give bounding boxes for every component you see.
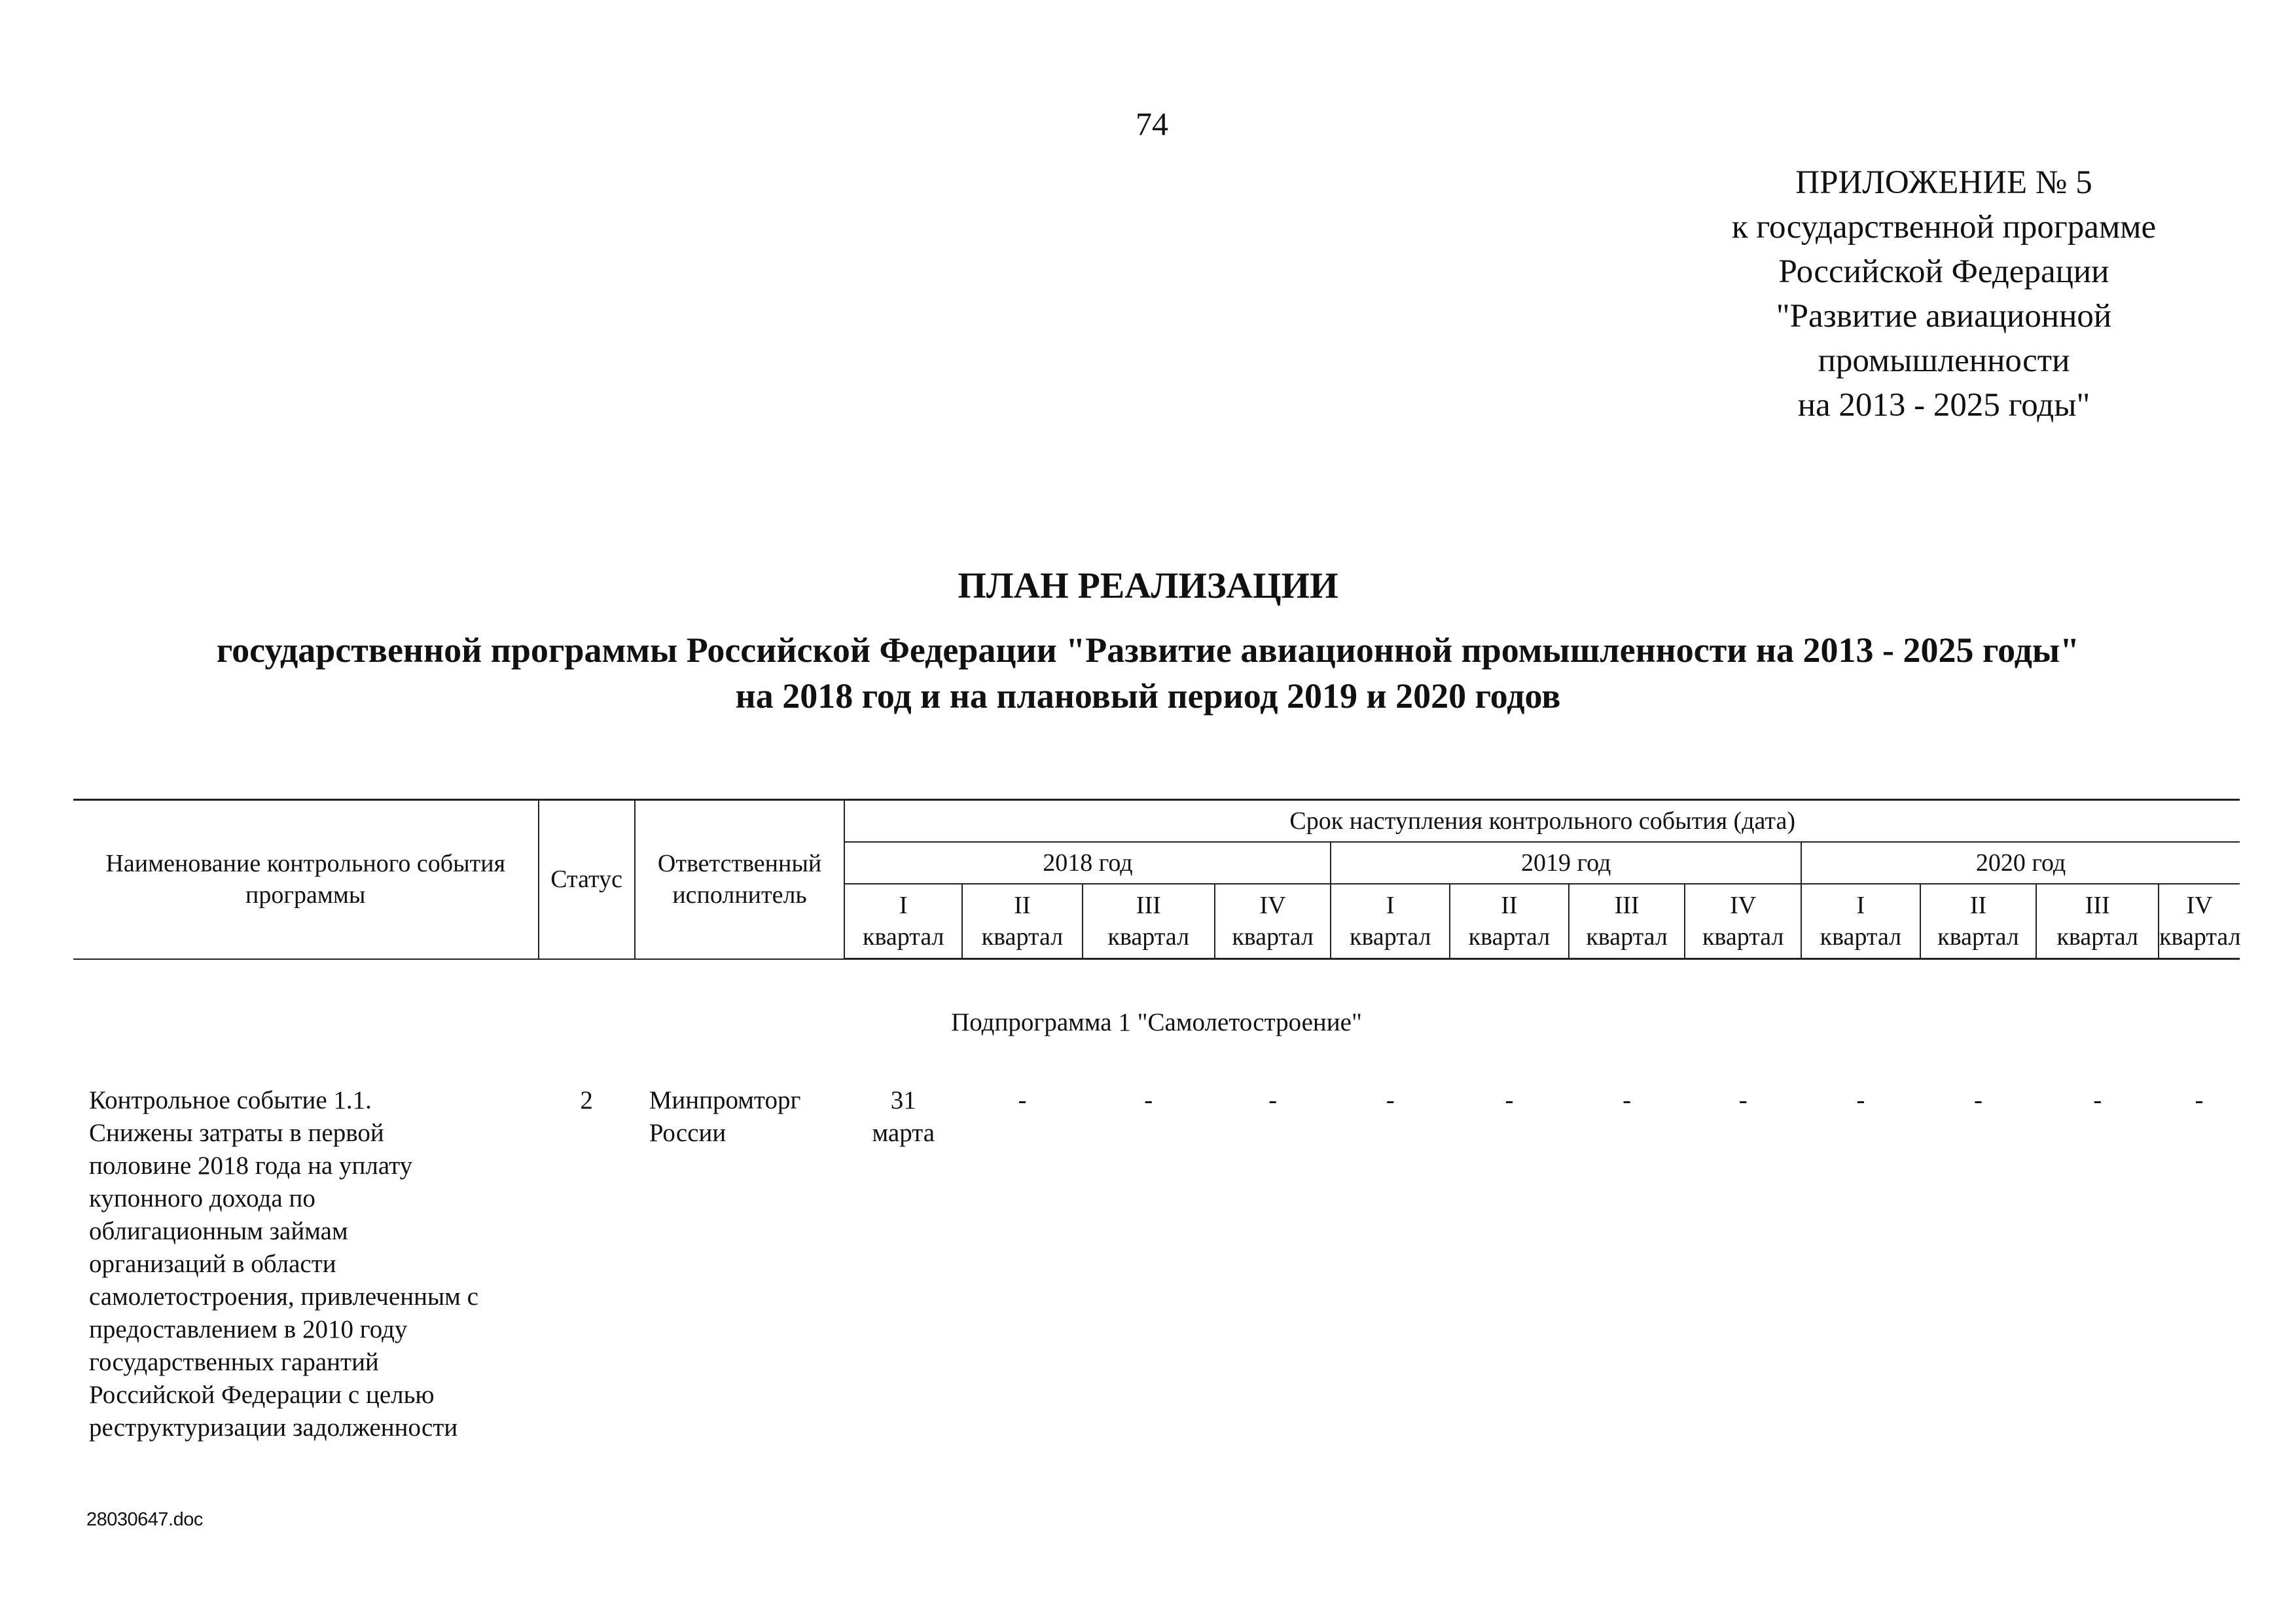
quarter-number: III bbox=[1614, 892, 1640, 919]
appendix-line: ПРИЛОЖЕНИЕ № 5 bbox=[1795, 164, 2092, 201]
date-cell: - bbox=[1738, 1086, 1748, 1114]
document-id: 28030647.doc bbox=[86, 1509, 203, 1530]
quarter-number: II bbox=[1501, 892, 1518, 919]
plan-title: ПЛАН РЕАЛИЗАЦИИ bbox=[958, 566, 1338, 606]
date-cell: - bbox=[2093, 1086, 2102, 1114]
quarter-number: IV bbox=[1730, 892, 1757, 919]
header-quarter bbox=[1331, 884, 1450, 959]
date-cell: - bbox=[1018, 1086, 1027, 1114]
table-row bbox=[73, 1084, 2240, 1444]
status-cell: 2 bbox=[580, 1086, 593, 1114]
quarter-number: II bbox=[1014, 892, 1031, 919]
header-deadline: Срок наступления контрольного события (дата) bbox=[844, 800, 2240, 843]
header-quarter bbox=[1920, 884, 2037, 959]
quarter-label: квартал bbox=[1232, 923, 1314, 951]
header-event-name: Наименование контрольного события программы bbox=[73, 800, 539, 959]
quarter-number: I bbox=[1856, 892, 1865, 919]
header-year-2018: 2018 год bbox=[844, 842, 1331, 884]
header-quarter bbox=[844, 884, 962, 959]
event-line: половине 2018 года на уплату bbox=[89, 1152, 413, 1180]
date-cell bbox=[844, 1084, 962, 1444]
quarter-label: квартал bbox=[1468, 923, 1551, 951]
plan-subtitle bbox=[0, 627, 2296, 719]
event-line: Контрольное событие 1.1. bbox=[89, 1086, 372, 1114]
quarter-number: I bbox=[899, 892, 908, 919]
quarter-number: II bbox=[1969, 892, 1987, 919]
header-year-2020: 2020 год bbox=[1801, 842, 2240, 884]
date-month: марта bbox=[872, 1119, 935, 1147]
date-cell: - bbox=[1144, 1086, 1153, 1114]
header-quarter bbox=[1685, 884, 1801, 959]
header-year-2019: 2019 год bbox=[1331, 842, 1801, 884]
quarter-number: III bbox=[1136, 892, 1161, 919]
plan-subtitle-line: на 2018 год и на плановый период 2019 и 2020 годов bbox=[735, 676, 1561, 716]
event-line: организаций в области bbox=[89, 1250, 336, 1278]
header-quarter bbox=[1083, 884, 1215, 959]
page-number: 74 bbox=[1136, 105, 1168, 142]
quarter-label: квартал bbox=[981, 923, 1064, 951]
header-quarter bbox=[1801, 884, 1920, 959]
quarter-label: квартал bbox=[1349, 923, 1431, 951]
appendix-line: промышленности bbox=[1818, 342, 2070, 379]
header-quarter bbox=[962, 884, 1083, 959]
header-quarter bbox=[1569, 884, 1685, 959]
header-quarter bbox=[1215, 884, 1331, 959]
event-line: государственных гарантий bbox=[89, 1348, 379, 1376]
appendix-line: на 2013 - 2025 годы" bbox=[1797, 387, 2090, 424]
header-status: Статус bbox=[539, 800, 635, 959]
quarter-label: квартал bbox=[1107, 923, 1190, 951]
date-day: 31 bbox=[890, 1086, 916, 1114]
header-quarter bbox=[2159, 884, 2240, 959]
event-line: облигационным займам bbox=[89, 1217, 348, 1245]
quarter-label: квартал bbox=[2056, 923, 2138, 951]
date-cell: - bbox=[1505, 1086, 1514, 1114]
subprogram-heading: Подпрограмма 1 "Самолетостроение" bbox=[951, 1008, 1362, 1036]
event-line: самолетостроения, привлеченным с bbox=[89, 1283, 478, 1311]
date-cell: - bbox=[2195, 1086, 2204, 1114]
executor-line: Минпромторг bbox=[649, 1086, 801, 1114]
date-cell: - bbox=[1268, 1086, 1278, 1114]
appendix-line: "Развитие авиационной bbox=[1776, 298, 2112, 335]
quarter-label: квартал bbox=[2159, 923, 2241, 951]
header-executor: Ответственный исполнитель bbox=[635, 800, 845, 959]
plan-subtitle-line: государственной программы Российской Федерации "Развитие авиационной промышленности на 2013 - 2025 годы" bbox=[216, 630, 2080, 670]
date-cell: - bbox=[1856, 1086, 1865, 1114]
event-name-cell bbox=[73, 1084, 539, 1444]
header-quarter bbox=[1450, 884, 1569, 959]
executor-cell bbox=[635, 1084, 845, 1444]
quarter-number: III bbox=[2085, 892, 2110, 919]
event-line: Снижены затраты в первой bbox=[89, 1119, 384, 1147]
quarter-number: IV bbox=[1259, 892, 1286, 919]
event-line: реструктуризации задолженности bbox=[89, 1413, 458, 1442]
quarter-label: квартал bbox=[1586, 923, 1668, 951]
date-cell: - bbox=[1623, 1086, 1632, 1114]
executor-line: России bbox=[649, 1119, 726, 1147]
appendix-header bbox=[1662, 160, 2225, 428]
quarter-number: IV bbox=[2186, 892, 2213, 919]
date-cell: - bbox=[1974, 1086, 1983, 1114]
quarter-number: I bbox=[1386, 892, 1395, 919]
quarter-label: квартал bbox=[1702, 923, 1784, 951]
date-cell: - bbox=[1386, 1086, 1395, 1114]
appendix-line: Российской Федерации bbox=[1778, 253, 2109, 290]
appendix-line: к государственной программе bbox=[1731, 209, 2157, 246]
quarter-label: квартал bbox=[862, 923, 944, 951]
event-line: Российской Федерации с целью bbox=[89, 1381, 435, 1409]
event-line: предоставлением в 2010 году bbox=[89, 1315, 408, 1343]
event-line: купонного дохода по bbox=[89, 1184, 315, 1213]
quarter-label: квартал bbox=[1937, 923, 2019, 951]
header-quarter bbox=[2036, 884, 2159, 959]
implementation-plan-table bbox=[73, 799, 2240, 1444]
quarter-label: квартал bbox=[1820, 923, 1902, 951]
